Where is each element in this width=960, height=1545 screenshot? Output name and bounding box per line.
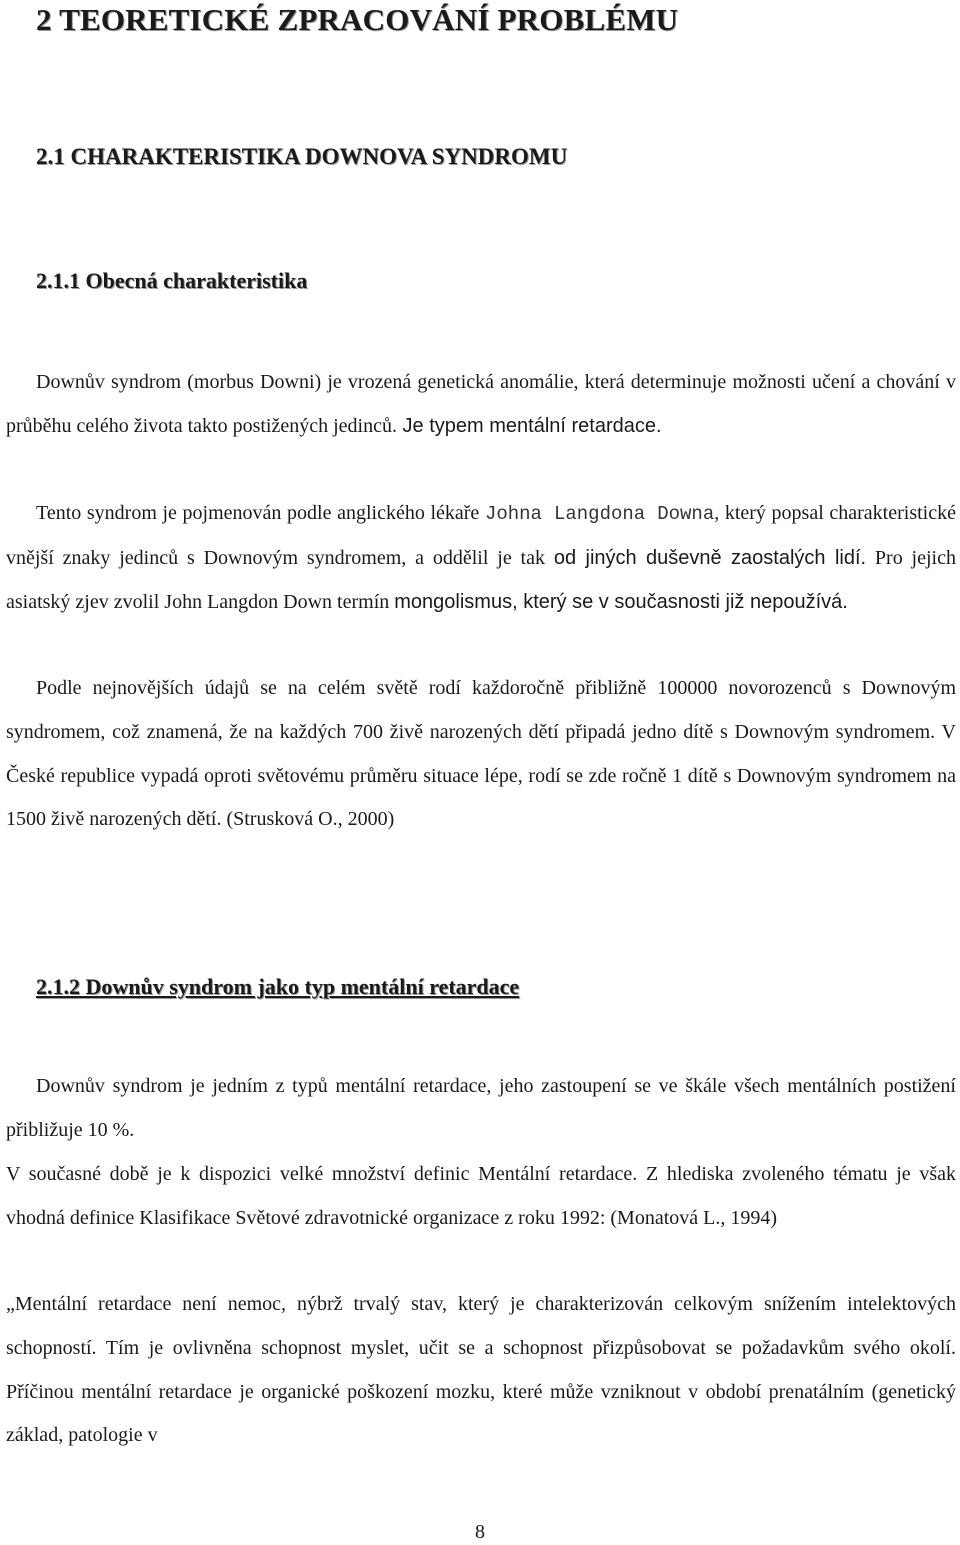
paragraph-naming-mid: , který popsal charakteristické vnější znaky jedinců s Downovým syndromem, a oddělil je tak <box>6 502 956 569</box>
paragraph-naming-tail: mongolismus, který se v současnosti již nepoužívá. <box>394 590 848 613</box>
paragraph-naming-sans: od jiných duševně zaostalých lidí. <box>553 546 867 569</box>
paragraph-definition <box>6 361 956 449</box>
paragraph-definition-text: Downův syndrom (morbus Downi) je vrozená genetická anomálie, která determinuje možnosti učení a chování v průběhu celého života takto postižených jedinců. <box>6 371 956 437</box>
paragraph-definition-sans-text: Je typem mentální retardace. <box>396 414 662 437</box>
subsection-heading-general: 2.1.1 Obecná charakteristika <box>36 268 308 293</box>
chapter-heading: 2 TEORETICKÉ ZPRACOVÁNÍ PROBLÉMU <box>36 2 679 37</box>
paragraph-share: Downův syndrom je jedním z typů mentální retardace, jeho zastoupení se ve škále všech mentálních postižení přibližuje 10 %. <box>6 1075 956 1141</box>
paragraph-naming-end: Pro jejich asiatský zjev zvolil John Langdon Down termín <box>6 546 956 613</box>
page-number: 8 <box>475 1521 485 1543</box>
section-heading: 2.1 CHARAKTERISTIKA DOWNOVA SYNDROMU <box>36 144 568 169</box>
paragraph-quote: „Mentální retardace není nemoc, nýbrž trvalý stav, který je charakterizován celkovým snížením intelektových schopností. Tím je ovlivněna schopnost myslet, učit se a schopnost přizpůsobovat se požadavkům svého okolí. Příčinou mentální retardace je organické poškození mozku, které může vzniknout v období prenatálním (genetický základ, patologie v <box>6 1293 956 1447</box>
paragraph-definitions: V současné době je k dispozici velké množství definic Mentální retardace. Z hlediska zvoleného tématu je však vhodná definice Klasifikace Světové zdravotnické organizace z roku 1992: (Monatová L., 1994) <box>6 1163 956 1229</box>
paragraph-statistics: Podle nejnovějších údajů se na celém světě rodí každoročně přibližně 100000 novorozenců s Downovým syndromem, což znamená, že na každých 700 živě narozených dětí připadá jedno dítě s Downovým syndromem. V České republice vypadá oproti světovému průměru situace lépe, rodí se zde ročně 1 dítě s Downovým syndromem na 1500 živě narozených dětí. (Strusková O., 2000) <box>6 677 956 831</box>
person-name: Johna Langdona Downa <box>484 503 715 525</box>
paragraph-naming-start: Tento syndrom je pojmenován podle anglického lékaře <box>36 502 485 524</box>
paragraph-naming <box>6 492 956 624</box>
subsection-heading-retardation: 2.1.2 Downův syndrom jako typ mentální retardace <box>36 974 520 999</box>
